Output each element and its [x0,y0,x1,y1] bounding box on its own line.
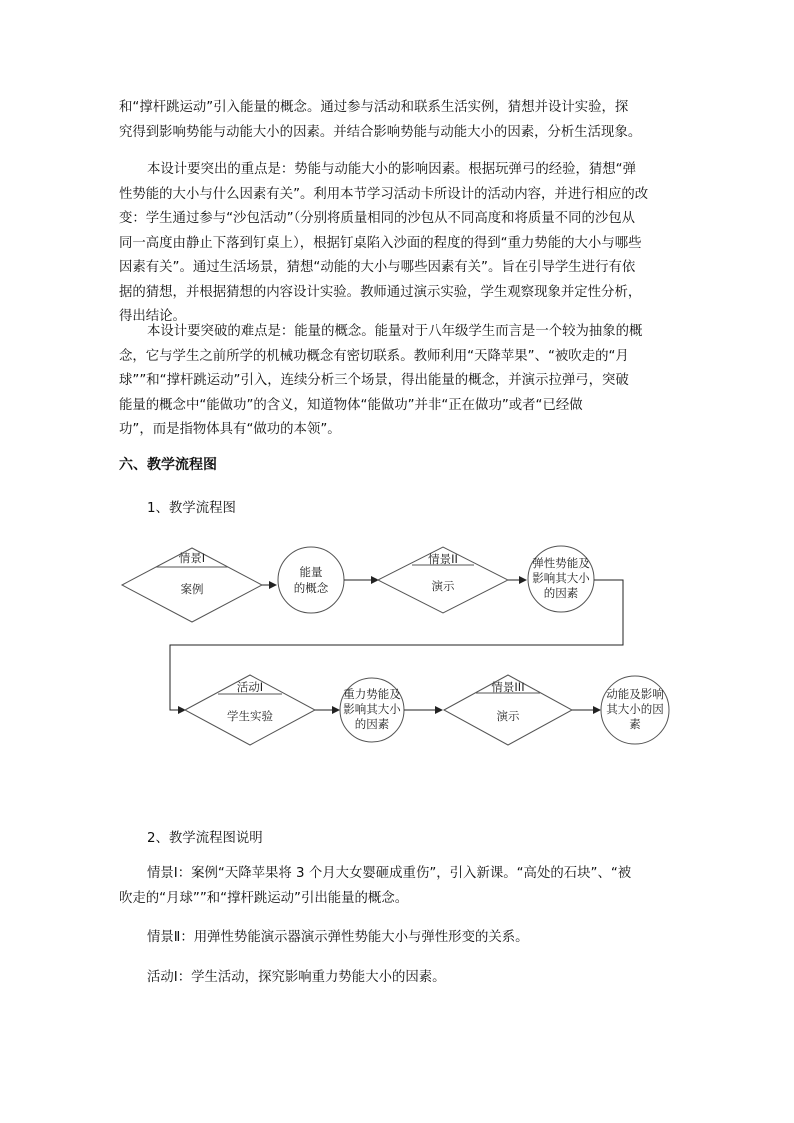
diamond-top-label: 情景II [428,552,458,566]
circle-label: 其大小的因 [606,702,664,716]
diamond-top-label: 活动I [236,680,264,694]
section-heading: 六、教学流程图 [119,457,217,473]
energy-concept-circle [278,547,344,613]
explanation-paragraph [119,966,679,991]
flowchart-subheading: 1、教学流程图 [147,501,236,516]
scenario-3-diamond [444,675,572,745]
circle-label: 影响其大小 [343,702,401,716]
gravity-potential-circle [340,678,404,742]
circle-label: 动能及影响 [606,687,664,701]
text-line: 情景Ⅰ：案例“天降苹果将 3 个月大女婴砸成重伤”，引入新课。“高处的石块”、“被 [147,866,632,881]
text-line: 因素有关”。通过生活场景，猜想“动能的大小与哪些因素有关”。旨在引导学生进行有依 [119,260,636,275]
circle-label: 素 [629,717,641,731]
text-line: 球””和“撑杆跳运动”引入，连续分析三个场景，得出能量的概念，并演示拉弹弓，突破 [119,373,629,388]
circle-label: 能量 [299,565,323,579]
diamond-top-label: 情景I [178,551,206,565]
text-line: 吹走的“月球””和“撑杆跳运动”引出能量的概念。 [119,890,409,906]
circle-label: 的因素 [543,586,579,600]
text-line: 和“撑杆跳运动”引入能量的概念。通过参与活动和联系生活实例，猜想并设计实验，探 [119,100,629,115]
text-line: 性势能的大小与什么因素有关”。利用本节学习活动卡所设计的活动内容，并进行相应的改 [119,186,649,202]
circle-label: 重力势能及 [343,687,401,701]
text-line: 同一高度由静止下落到钉桌上），根据钉桌陷入沙面的程度的得到“重力势能的大小与哪些 [119,235,642,251]
diamond-bottom-label: 演示 [431,579,455,593]
circle-label: 影响其大小 [532,571,590,585]
diamond-bottom-label: 学生实验 [227,709,273,723]
text-line: 据的猜想，并根据猜想的内容设计实验。教师通过演示实验，学生观察现象并定性分析， [119,284,642,300]
flowchart-explanation-subheading: 2、教学流程图说明 [147,831,263,846]
scenario-2-diamond [378,547,508,613]
diamond-bottom-label: 案例 [180,582,204,596]
text-line: 变：学生通过参与“沙包活动”（分别将质量相同的沙包从不同高度和将质量不同的沙包从 [119,211,636,226]
text-line: 情景Ⅱ：用弹性势能演示器演示弹性势能大小与弹性形变的关系。 [147,930,529,945]
text-line: 念，它与学生之前所学的机械功概念有密切联系。教师利用“天降苹果”、“被吹走的“月 [119,348,629,364]
circle-label: 弹性势能及 [532,556,590,570]
text-line: 得出结论。 [119,309,186,324]
activity-1-diamond [185,675,315,745]
kinetic-energy-circle [601,676,669,744]
text-line: 功”，而是指物体具有“做功的本领”。 [119,422,341,437]
text-line: 本设计要突出的重点是：势能与动能大小的影响因素。根据玩弹弓的经验，猜想“弹 [147,162,636,177]
scenario-1-diamond [122,548,262,622]
text-line: 究得到影响势能与动能大小的因素。并结合影响势能与动能大小的因素，分析生活现象。 [119,124,642,140]
circle-label: 的概念 [293,581,329,595]
text-line: 能量的概念中“能做功”的含义，知道物体“能做功”并非“正在做功”或者“已经做 [119,397,583,413]
circle-label: 的因素 [354,717,390,731]
diamond-bottom-label: 演示 [496,709,520,723]
elastic-potential-circle [528,546,594,612]
text-line: 活动Ⅰ：学生活动，探究影响重力势能大小的因素。 [147,970,446,985]
explanation-paragraph [119,862,679,911]
diamond-top-label: 情景III [491,680,525,694]
explanation-paragraph [119,926,679,951]
text-line: 本设计要突破的难点是：能量的概念。能量对于八年级学生而言是一个较为抽象的概 [147,324,643,339]
